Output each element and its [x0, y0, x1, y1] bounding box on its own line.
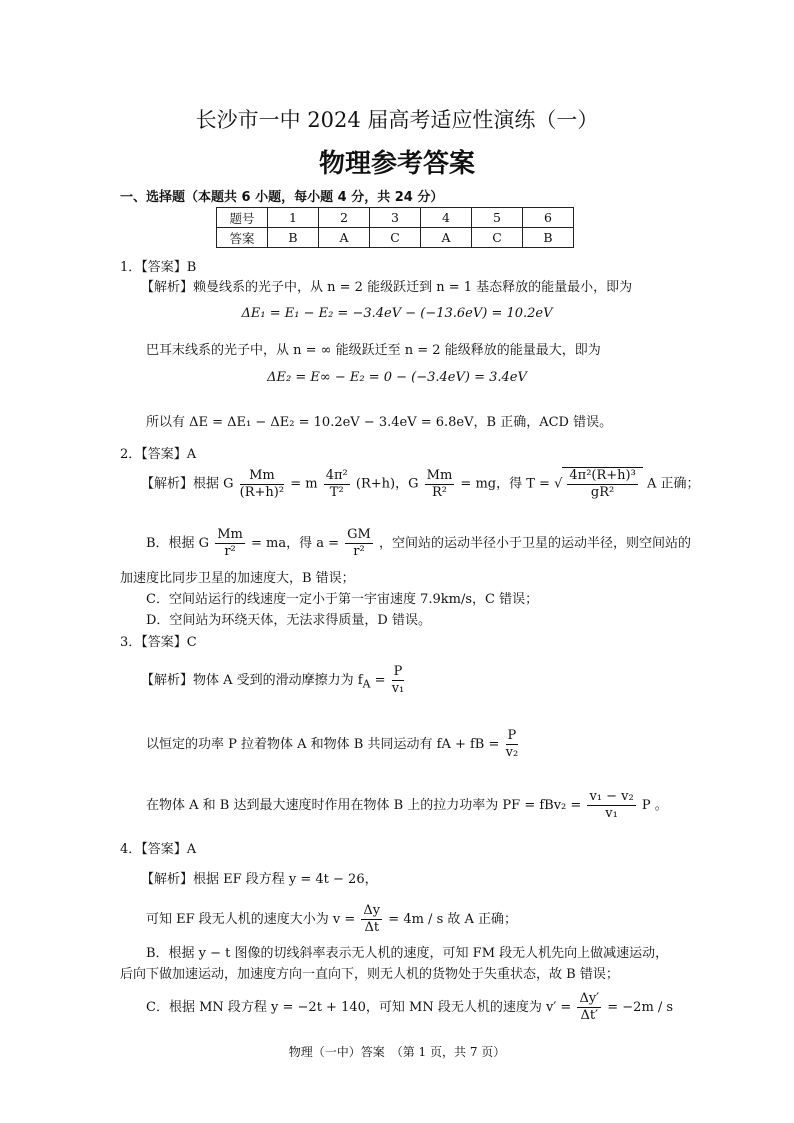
fraction [587, 789, 635, 822]
numerator: GM [347, 527, 371, 542]
text: 【解析】根据 G [141, 476, 234, 492]
text: = mg，得 T = [460, 476, 550, 492]
table-cell: 6 [523, 208, 574, 228]
q3-analysis-line [141, 664, 406, 697]
text: = 4m / s 故 A 正确； [388, 912, 518, 927]
q1-equation-1: ΔE₁ = E₁ − E₂ = −3.4eV − (−13.6eV) = 10.2eV [241, 306, 553, 321]
text: 【解析】物体 A 受到的滑动摩擦力为 f [141, 673, 363, 688]
sqrt-body [562, 467, 642, 501]
text: F = fBv₂ = [511, 798, 582, 813]
denominator: v₁ [605, 806, 618, 821]
numerator: Δy [363, 903, 381, 918]
denominator: v₂ [505, 745, 519, 760]
document-title: 长沙市一中 2024 届高考适应性演练（一） [195, 108, 599, 132]
table-cell: 答案 [217, 228, 268, 248]
numerator: Mm [217, 527, 243, 542]
fraction [215, 527, 245, 560]
table-cell: A [421, 228, 472, 248]
q2-answer: 2．【答案】A [120, 447, 197, 462]
q1-answer: 1．【答案】B [120, 260, 197, 275]
denominator: (R+h)² [239, 484, 285, 500]
denominator: r² [224, 544, 236, 559]
q4-answer: 4．【答案】A [120, 842, 197, 857]
text: A 正确； [646, 476, 700, 492]
text: = [370, 673, 386, 688]
table-cell: 3 [370, 208, 421, 228]
numerator: P [393, 664, 403, 679]
q1-analysis-line: 【解析】赖曼线系的光子中，从 n = 2 能级跃迁到 n = 1 基态释放的能量最小，即为 [141, 280, 633, 295]
q4-text-line: 后向下做加速运动，加速度方向一直向下，则无人机的货物处于失重状态，故 B 错误； [120, 967, 619, 982]
text: P 。 [641, 798, 668, 813]
table-cell: B [523, 228, 574, 248]
numerator: 4π² [325, 467, 348, 483]
q3-text-line [146, 789, 668, 822]
table-cell: C [370, 228, 421, 248]
denominator: r² [353, 544, 365, 559]
fraction [345, 527, 373, 560]
text: 在物体 A 和 B 达到最大速度时作用在物体 B 上的拉力功率为 P [146, 798, 512, 813]
text: C．根据 MN 段方程 y = −2t + 140，可知 MN 段无人机的速度为 v′ = [146, 1000, 572, 1015]
q2-text-line: 加速度比同步卫星的加速度大，B 错误； [120, 571, 355, 586]
table-row [217, 208, 574, 228]
answer-table [216, 207, 574, 248]
table-cell: 1 [268, 208, 319, 228]
q1-equation-2: ΔE₂ = E∞ − E₂ = 0 − (−3.4eV) = 3.4eV [267, 370, 527, 385]
q2-option-c: C．空间站运行的线速度一定小于第一宇宙速度 7.9km/s，C 错误； [146, 592, 539, 607]
denominator: gR² [590, 485, 615, 500]
table-cell: A [319, 228, 370, 248]
denominator: R² [431, 484, 447, 500]
numerator: Mm [240, 468, 284, 485]
q2-option-b [146, 527, 691, 560]
numerator: 4π²(R+h)³ [569, 468, 636, 483]
text: (R+h)，G [355, 476, 419, 492]
denominator: Δt′ [580, 1008, 599, 1023]
fraction [577, 991, 601, 1024]
fraction [506, 728, 519, 761]
subscript: A [362, 677, 371, 691]
fraction [240, 468, 284, 501]
q1-text-line: 巴耳末线系的光子中，从 n = ∞ 能级跃迁至 n = 2 能级释放的能量最大，即为 [146, 343, 601, 358]
table-cell: B [268, 228, 319, 248]
q4-analysis-line: 【解析】根据 EF 段方程 y = 4t − 26， [141, 872, 378, 887]
table-row [217, 228, 574, 248]
text: 可知 EF 段无人机的速度大小为 v = [146, 912, 356, 927]
denominator: T² [329, 484, 344, 500]
q2-analysis-line [141, 467, 699, 501]
document-subtitle: 物理参考答案 [318, 149, 475, 179]
fraction [324, 468, 350, 501]
table-cell: 2 [319, 208, 370, 228]
numerator: P [507, 728, 517, 743]
denominator: v₁ [391, 681, 405, 696]
q3-text-line [146, 728, 520, 761]
q2-option-d: D．空间站为环绕天体，无法求得质量，D 错误。 [146, 613, 431, 628]
denominator: Δt [364, 920, 380, 935]
numerator: v₁ − v₂ [589, 789, 634, 804]
q4-option-b: B．根据 y − t 图像的切线斜率表示无人机的速度，可知 FM 段无人机先向上做减速运动， [146, 946, 669, 961]
numerator: Mm [426, 467, 453, 483]
section-heading: 一、选择题（本题共 6 小题，每小题 4 分，共 24 分） [120, 190, 444, 205]
text: B．根据 G [146, 536, 210, 551]
q4-option-c [146, 991, 673, 1024]
page-footer: 物理（一中）答案 （第 1 页，共 7 页） [288, 1045, 506, 1059]
text: = m [290, 476, 318, 492]
table-cell: 5 [472, 208, 523, 228]
table-cell: 4 [421, 208, 472, 228]
q4-text-line [146, 903, 517, 936]
text: = −2m / s [607, 1000, 674, 1015]
fraction [567, 468, 637, 501]
table-cell: C [472, 228, 523, 248]
text: A + fB = [441, 737, 500, 752]
sqrt-sign: √ [554, 476, 563, 492]
text: ，空间站的运动半径小于卫星的运动半径，则空间站的 [379, 536, 692, 551]
table-cell: 题号 [217, 208, 268, 228]
numerator: Δy′ [579, 991, 600, 1006]
q3-answer: 3．【答案】C [120, 635, 197, 650]
fraction [392, 664, 405, 697]
q1-conclusion: 所以有 ΔE = ΔE₁ − ΔE₂ = 10.2eV − 3.4eV = 6.8eV，B 正确，ACD 错误。 [146, 415, 613, 430]
text: = ma，得 a = [251, 536, 340, 551]
fraction [361, 903, 382, 936]
fraction [425, 468, 455, 501]
text: 以恒定的功率 P 拉着物体 A 和物体 B 共同运动有 f [146, 737, 442, 752]
